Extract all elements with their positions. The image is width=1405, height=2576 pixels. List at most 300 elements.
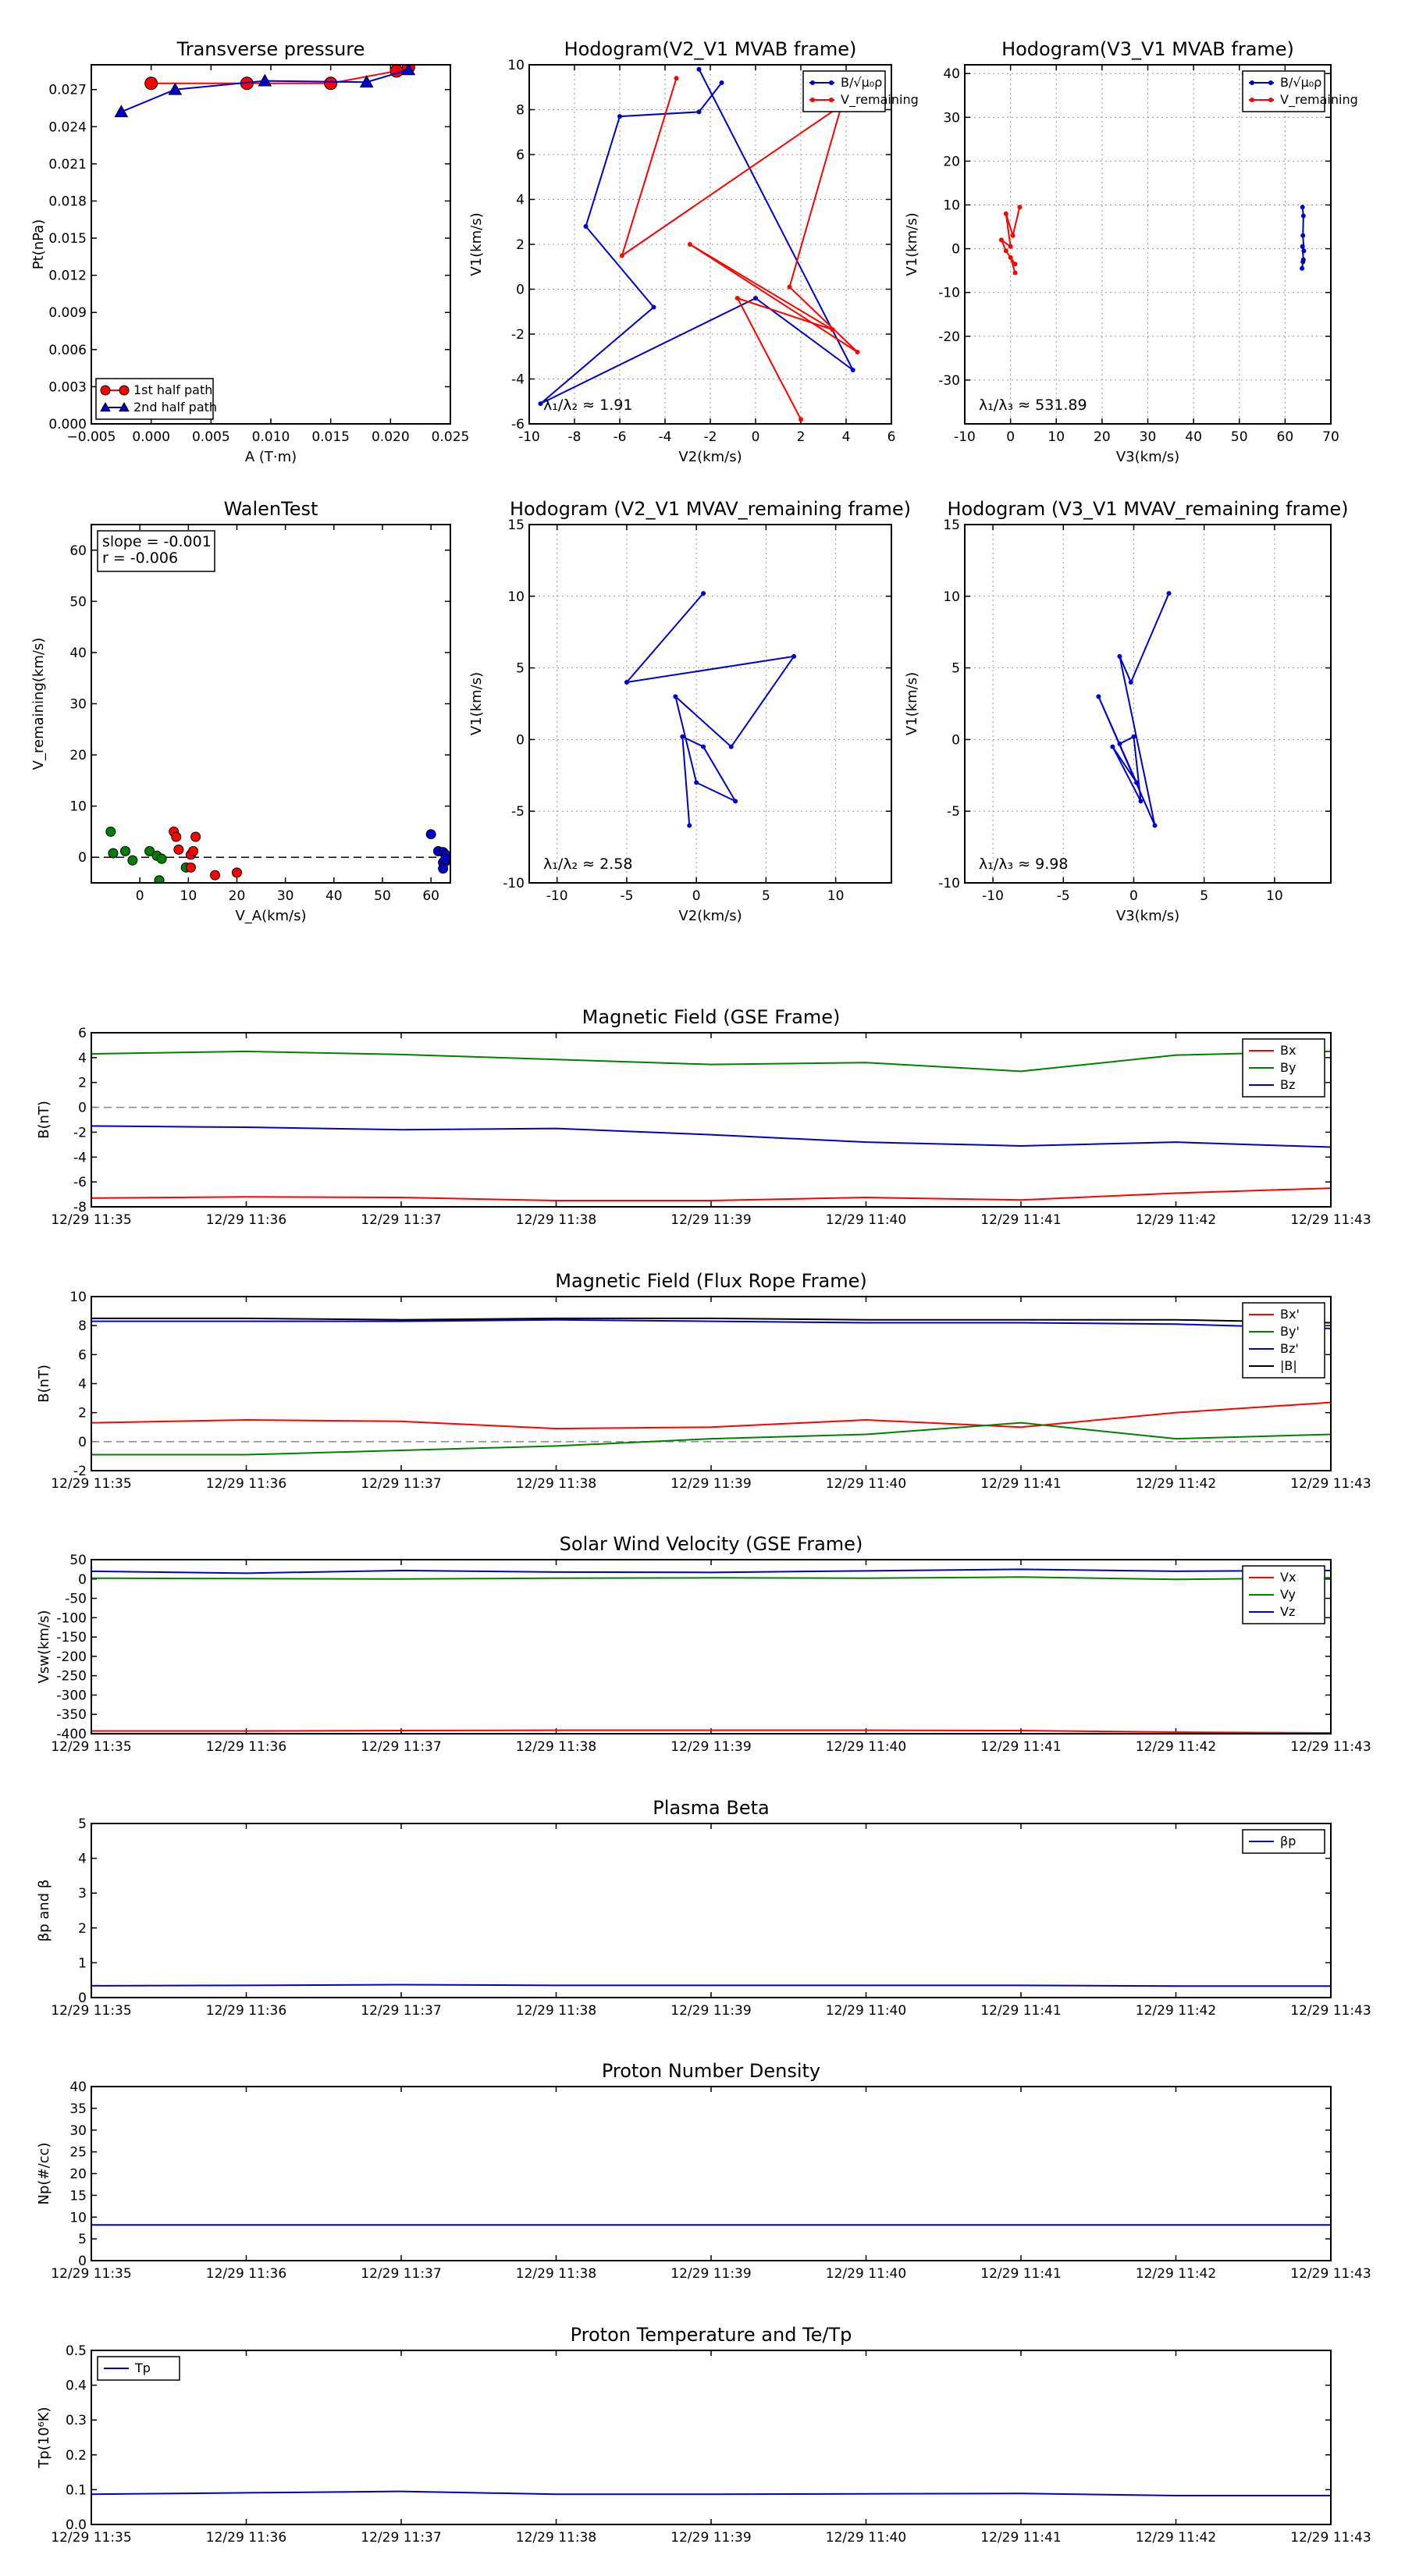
y-tick-label: -6	[511, 417, 525, 432]
y-axis-label: B(nT)	[36, 1364, 52, 1403]
y-tick-label: 4	[516, 192, 525, 208]
data-point	[121, 846, 130, 856]
y-tick-label: -50	[65, 1591, 87, 1607]
data-point	[855, 350, 860, 354]
data-point	[788, 285, 792, 290]
series-line-By	[91, 1051, 1331, 1071]
series-line-0	[627, 593, 794, 825]
y-tick-label: -2	[73, 1125, 87, 1141]
data-point	[1300, 205, 1305, 209]
data-point	[697, 109, 702, 114]
y-tick-label: 20	[69, 2166, 87, 2183]
x-tick-label: -8	[567, 429, 582, 445]
chart-title: Hodogram (V2_V1 MVAV_remaining frame)	[509, 498, 912, 520]
eigenvalue-ratio-label: λ₁/λ₃ ≈ 9.98	[979, 856, 1069, 873]
data-point	[1012, 262, 1017, 266]
x-tick-label: 20	[1094, 429, 1111, 445]
y-tick-label: 30	[943, 110, 960, 126]
legend-label: 2nd half path	[133, 400, 218, 415]
y-tick-label: 5	[78, 2232, 87, 2248]
plot-area	[91, 1051, 1331, 1201]
y-tick-label: 10	[69, 2210, 87, 2226]
stats-text: r = -0.006	[102, 550, 179, 567]
y-tick-label: 5	[951, 660, 960, 677]
series-line-B/√μ₀ρ	[541, 69, 853, 404]
legend-label: Bx'	[1280, 1307, 1300, 1322]
x-tick-label: -5	[1056, 888, 1070, 904]
y-tick-label: 0.021	[48, 156, 87, 173]
x-tick-label: 12/29 11:36	[205, 1739, 287, 1755]
legend-label: Vx	[1280, 1570, 1297, 1585]
data-point	[701, 591, 706, 596]
chart-title: Proton Number Density	[601, 2060, 821, 2082]
chart-p10	[36, 1797, 1371, 2019]
legend-label: Vy	[1280, 1587, 1296, 1602]
chart-title: WalenTest	[223, 498, 318, 520]
plot-area	[91, 1569, 1331, 1733]
y-tick-label: 0.018	[48, 194, 87, 210]
legend-label: B/√μ₀ρ	[841, 75, 883, 90]
data-point	[439, 864, 448, 873]
x-tick-label: 0.020	[371, 429, 410, 445]
series-line-Bz	[91, 1126, 1331, 1147]
y-axis-label: V1(km/s)	[904, 212, 920, 276]
y-tick-label: -250	[56, 1668, 87, 1685]
y-tick-label: 1	[78, 1955, 87, 1972]
series-line-Bz'	[91, 1320, 1331, 1329]
legend-label: B/√μ₀ρ	[1280, 75, 1322, 90]
chart-p7	[36, 1006, 1371, 1228]
x-tick-label: -6	[613, 429, 627, 445]
x-tick-label: 70	[1322, 429, 1339, 445]
y-tick-label: 15	[943, 518, 960, 533]
x-tick-label: 12/29 11:36	[205, 2003, 287, 2019]
data-point	[1117, 742, 1122, 746]
x-tick-label: -4	[658, 429, 672, 445]
x-tick-label: 12/29 11:41	[980, 2266, 1062, 2282]
data-point	[1017, 205, 1022, 209]
data-point	[539, 401, 543, 406]
x-axis-label: V3(km/s)	[1115, 449, 1180, 465]
x-tick-label: 6	[887, 429, 896, 445]
axes-frame	[91, 65, 450, 424]
y-tick-label: 0.1	[65, 2482, 87, 2499]
data-point	[1131, 735, 1136, 739]
y-tick-label: -100	[56, 1610, 87, 1627]
legend-label: By'	[1280, 1324, 1300, 1339]
data-point	[720, 80, 724, 85]
y-tick-label: -5	[511, 804, 525, 820]
legend-marker	[1268, 98, 1273, 102]
y-axis-label: V1(km/s)	[904, 671, 920, 736]
y-tick-label: 2	[78, 1405, 87, 1421]
data-point	[701, 745, 706, 749]
x-tick-label: 12/29 11:37	[361, 2003, 442, 2019]
data-point	[851, 368, 855, 372]
data-point	[1117, 654, 1122, 659]
data-point	[232, 868, 241, 877]
chart-title: Magnetic Field (GSE Frame)	[582, 1006, 841, 1028]
y-tick-label: 8	[516, 102, 525, 119]
x-tick-label: -10	[518, 429, 540, 445]
y-tick-label: 4	[78, 1376, 87, 1393]
chart-title: Plasma Beta	[653, 1797, 770, 1819]
legend-label: Tp	[135, 2361, 151, 2375]
x-tick-label: 0	[1006, 429, 1016, 445]
y-tick-label: 0	[78, 1100, 87, 1116]
x-tick-label: 12/29 11:42	[1135, 1739, 1217, 1755]
x-tick-label: 12/29 11:35	[51, 2530, 132, 2546]
y-tick-label: -2	[73, 1464, 87, 1479]
x-tick-label: 12/29 11:39	[670, 1476, 752, 1492]
x-tick-label: 12/29 11:42	[1135, 1476, 1217, 1492]
y-tick-label: 60	[69, 543, 87, 559]
series-line-Bx	[91, 1188, 1331, 1201]
x-tick-label: 12/29 11:38	[515, 2530, 597, 2546]
x-tick-label: 12/29 11:43	[1290, 2266, 1371, 2282]
chart-p6	[904, 498, 1349, 924]
y-tick-label: -300	[56, 1688, 87, 1704]
data-point	[791, 654, 796, 659]
plot-area	[91, 2492, 1331, 2496]
axes-frame	[91, 2350, 1331, 2524]
x-axis-label: V3(km/s)	[1115, 908, 1180, 924]
y-tick-label: 10	[69, 1290, 87, 1305]
data-point	[1004, 248, 1008, 253]
eigenvalue-ratio-label: λ₁/λ₂ ≈ 2.58	[543, 856, 633, 873]
x-tick-label: 30	[1139, 429, 1157, 445]
legend-label: By	[1280, 1060, 1297, 1075]
data-point	[325, 77, 337, 90]
legend-label: V_remaining	[1280, 92, 1358, 107]
x-axis-label: V_A(km/s)	[235, 908, 307, 924]
chart-p2	[468, 38, 919, 465]
data-point	[673, 694, 678, 699]
y-tick-label: 0	[951, 241, 960, 258]
y-tick-label: 5	[516, 660, 525, 677]
data-point	[1300, 244, 1305, 249]
y-tick-label: 0.003	[48, 379, 87, 396]
legend-label: Vz	[1280, 1604, 1296, 1619]
data-point	[584, 224, 589, 229]
x-tick-label: −0.005	[66, 429, 116, 445]
legend-label: V_remaining	[841, 92, 919, 107]
x-tick-label: 12/29 11:41	[980, 2003, 1062, 2019]
x-tick-label: 12/29 11:43	[1290, 1212, 1371, 1228]
x-tick-label: 12/29 11:41	[980, 1476, 1062, 1492]
y-tick-label: 30	[69, 696, 87, 713]
x-tick-label: 10	[180, 888, 197, 904]
chart-p11	[36, 2060, 1371, 2282]
chart-p8	[36, 1270, 1371, 1492]
axes-frame	[91, 525, 450, 883]
legend-label: Bz	[1280, 1077, 1296, 1092]
y-tick-label: 6	[78, 1026, 87, 1041]
axes-frame	[965, 525, 1331, 883]
data-point	[1138, 799, 1143, 803]
series-line-βp	[91, 1984, 1331, 1986]
data-point	[426, 830, 436, 839]
y-tick-label: 0.006	[48, 342, 87, 358]
x-tick-label: -10	[546, 888, 568, 904]
legend-marker	[829, 80, 834, 85]
data-point	[617, 114, 622, 119]
data-point	[1300, 266, 1304, 271]
axes-frame	[91, 1823, 1331, 1998]
x-tick-label: 12/29 11:37	[361, 1476, 442, 1492]
x-tick-label: 12/29 11:36	[205, 2266, 287, 2282]
x-tick-label: 12/29 11:39	[670, 2266, 752, 2282]
x-tick-label: 12/29 11:41	[980, 2530, 1062, 2546]
y-tick-label: -8	[73, 1200, 87, 1215]
data-point	[186, 863, 195, 872]
data-point	[687, 824, 692, 828]
data-point	[1096, 694, 1101, 699]
x-tick-label: 0.005	[191, 429, 230, 445]
x-tick-label: 12/29 11:41	[980, 1212, 1062, 1228]
x-tick-label: 40	[325, 888, 343, 904]
y-tick-label: 10	[943, 197, 960, 214]
y-tick-label: 40	[943, 66, 960, 83]
chart-title: Solar Wind Velocity (GSE Frame)	[559, 1533, 863, 1555]
series-line-Vy	[91, 1577, 1331, 1579]
plot-area	[91, 827, 450, 884]
data-point	[624, 680, 629, 685]
x-tick-label: 12/29 11:36	[205, 1212, 287, 1228]
x-tick-label: 10	[1266, 888, 1283, 904]
y-tick-label: 10	[507, 589, 525, 605]
data-point	[157, 854, 166, 863]
x-tick-label: 12/29 11:43	[1290, 2003, 1371, 2019]
y-axis-label: Tp(10⁶K)	[36, 2407, 52, 2468]
y-tick-label: 25	[69, 2144, 87, 2161]
y-tick-label: -10	[938, 285, 960, 301]
y-tick-label: 0.024	[48, 119, 87, 136]
chart-p9	[36, 1533, 1371, 1755]
x-tick-label: 12/29 11:40	[825, 2003, 907, 2019]
x-tick-label: 12/29 11:42	[1135, 2266, 1217, 2282]
legend-label: Bx	[1280, 1043, 1297, 1058]
y-tick-label: 35	[69, 2101, 87, 2117]
data-point	[831, 327, 835, 332]
y-tick-label: -5	[947, 804, 960, 820]
chart-title: Proton Temperature and Te/Tp	[570, 2324, 852, 2346]
x-tick-label: 0.000	[132, 429, 171, 445]
x-tick-label: 12/29 11:40	[825, 1212, 907, 1228]
x-tick-label: 12/29 11:39	[670, 2530, 752, 2546]
x-tick-label: 12/29 11:40	[825, 1476, 907, 1492]
legend-marker	[119, 386, 129, 395]
data-point	[1167, 591, 1172, 596]
y-tick-label: -2	[511, 327, 525, 343]
plot-area	[624, 591, 796, 827]
x-tick-label: 12/29 11:35	[51, 1739, 132, 1755]
x-tick-label: 2	[796, 429, 806, 445]
x-tick-label: 12/29 11:36	[205, 2530, 287, 2546]
y-tick-label: -10	[503, 876, 525, 891]
y-tick-label: 4	[78, 1050, 87, 1066]
y-tick-label: 40	[69, 645, 87, 661]
eigenvalue-ratio-label: λ₁/λ₃ ≈ 531.89	[979, 397, 1087, 414]
x-tick-label: 12/29 11:39	[670, 1739, 752, 1755]
y-tick-label: 0	[951, 732, 960, 749]
y-tick-label: 0	[78, 850, 87, 866]
legend-marker	[829, 98, 834, 102]
x-tick-label: 12/29 11:43	[1290, 1739, 1371, 1755]
x-tick-label: 4	[841, 429, 851, 445]
y-tick-label: -350	[56, 1707, 87, 1724]
x-tick-label: 12/29 11:40	[825, 1739, 907, 1755]
y-tick-label: 0.015	[48, 231, 87, 247]
data-point	[172, 832, 181, 841]
y-tick-label: -4	[511, 372, 525, 388]
chart-title: Hodogram (V3_V1 MVAV_remaining frame)	[947, 498, 1349, 520]
y-axis-label: Np(#/cc)	[36, 2142, 52, 2205]
data-point	[999, 237, 1004, 242]
data-point	[1301, 248, 1306, 253]
data-point	[106, 827, 116, 836]
data-point	[1110, 745, 1115, 749]
stats-text: slope = -0.001	[102, 533, 212, 550]
x-tick-label: 12/29 11:37	[361, 1212, 442, 1228]
y-tick-label: 4	[78, 1851, 87, 1867]
series-line-Tp	[91, 2492, 1331, 2496]
y-tick-label: 3	[78, 1886, 87, 1902]
x-tick-label: 0	[135, 888, 144, 904]
x-tick-label: 12/29 11:42	[1135, 2530, 1217, 2546]
x-tick-label: -10	[982, 888, 1004, 904]
y-tick-label: 0.0	[65, 2517, 87, 2533]
y-tick-label: 0.000	[48, 417, 87, 432]
x-tick-label: 12/29 11:35	[51, 1476, 132, 1492]
legend-label: 1st half path	[133, 382, 213, 397]
plot-area	[115, 61, 414, 117]
x-tick-label: -10	[954, 429, 976, 445]
y-axis-label: B(nT)	[36, 1101, 52, 1139]
plot-area	[999, 205, 1307, 275]
x-tick-label: 12/29 11:35	[51, 1212, 132, 1228]
data-point	[753, 296, 758, 301]
series-line-Bx'	[91, 1403, 1331, 1429]
axes-frame	[529, 525, 891, 883]
y-axis-label: V_remaining(km/s)	[30, 637, 47, 770]
chart-title: Magnetic Field (Flux Rope Frame)	[555, 1270, 867, 1292]
x-tick-label: 50	[1230, 429, 1248, 445]
x-tick-label: 12/29 11:40	[825, 2266, 907, 2282]
data-point	[1129, 680, 1133, 685]
data-point	[694, 780, 699, 785]
legend-label: Bz'	[1280, 1341, 1299, 1356]
y-tick-label: 6	[78, 1347, 87, 1364]
chart-p5	[468, 498, 911, 924]
y-axis-label: V1(km/s)	[468, 212, 485, 276]
data-point	[145, 77, 158, 90]
data-point	[735, 296, 740, 301]
x-tick-label: 12/29 11:40	[825, 2530, 907, 2546]
x-tick-label: 12/29 11:39	[670, 1212, 752, 1228]
eigenvalue-ratio-label: λ₁/λ₂ ≈ 1.91	[543, 397, 633, 414]
x-tick-label: 50	[374, 888, 391, 904]
y-tick-label: 10	[69, 799, 87, 815]
x-tick-label: 12/29 11:38	[515, 2266, 597, 2282]
data-point	[799, 417, 803, 422]
y-tick-label: 6	[516, 148, 525, 163]
y-tick-label: 20	[943, 154, 960, 170]
x-tick-label: -5	[620, 888, 634, 904]
x-tick-label: 5	[761, 888, 770, 904]
y-tick-label: -150	[56, 1630, 87, 1646]
x-tick-label: 30	[276, 888, 294, 904]
y-axis-label: V1(km/s)	[468, 671, 485, 736]
data-point	[1008, 244, 1013, 249]
plot-area	[91, 1984, 1331, 1986]
y-axis-label: Pt(nPa)	[30, 219, 47, 270]
data-point	[441, 854, 450, 863]
y-tick-label: 2	[78, 1920, 87, 1937]
x-tick-label: 12/29 11:41	[980, 1739, 1062, 1755]
legend-marker	[1268, 80, 1273, 85]
y-tick-label: 30	[69, 2122, 87, 2139]
x-tick-label: 12/29 11:42	[1135, 2003, 1217, 2019]
y-tick-label: 50	[69, 594, 87, 610]
x-tick-label: 12/29 11:39	[670, 2003, 752, 2019]
chart-p3	[904, 38, 1358, 465]
x-tick-label: 12/29 11:42	[1135, 1212, 1217, 1228]
x-tick-label: 12/29 11:35	[51, 2003, 132, 2019]
y-tick-label: 10	[943, 589, 960, 605]
data-point	[191, 832, 201, 841]
y-tick-label: 0.009	[48, 305, 87, 322]
axes-frame	[91, 2087, 1331, 2261]
x-tick-label: 12/29 11:36	[205, 1476, 287, 1492]
series-line-V_remaining	[622, 78, 858, 419]
x-tick-label: 0	[751, 429, 760, 445]
x-tick-label: 60	[422, 888, 439, 904]
data-point	[1300, 233, 1305, 238]
y-tick-label: -400	[56, 1727, 87, 1742]
y-tick-label: 0	[516, 732, 525, 749]
legend-label: βp	[1280, 1834, 1297, 1848]
y-tick-label: 50	[69, 1553, 87, 1568]
data-point	[128, 856, 137, 865]
x-axis-label: V2(km/s)	[678, 449, 742, 465]
legend-label: |B|	[1280, 1358, 1297, 1373]
axes-frame	[91, 1297, 1331, 1471]
y-tick-label: 0	[78, 1571, 87, 1588]
x-tick-label: 0	[692, 888, 701, 904]
legend-marker	[101, 386, 110, 395]
x-tick-label: 12/29 11:38	[515, 1476, 597, 1492]
x-tick-label: 12/29 11:37	[361, 1739, 442, 1755]
x-tick-label: 12/29 11:38	[515, 1739, 597, 1755]
legend-marker	[810, 98, 815, 102]
data-point	[1004, 212, 1008, 216]
y-tick-label: -20	[938, 329, 960, 345]
data-point	[211, 870, 220, 880]
y-tick-label: 0	[78, 1434, 87, 1450]
y-tick-label: 20	[69, 748, 87, 764]
chart-p4	[30, 498, 450, 924]
y-tick-label: -10	[938, 876, 960, 891]
x-tick-label: 0.025	[431, 429, 470, 445]
data-point	[1301, 214, 1306, 219]
data-point	[189, 846, 198, 856]
y-tick-label: 15	[69, 2188, 87, 2204]
chart-title: Transverse pressure	[176, 38, 365, 60]
data-point	[733, 799, 738, 803]
chart-p12	[36, 2324, 1371, 2546]
data-point	[1134, 780, 1139, 785]
